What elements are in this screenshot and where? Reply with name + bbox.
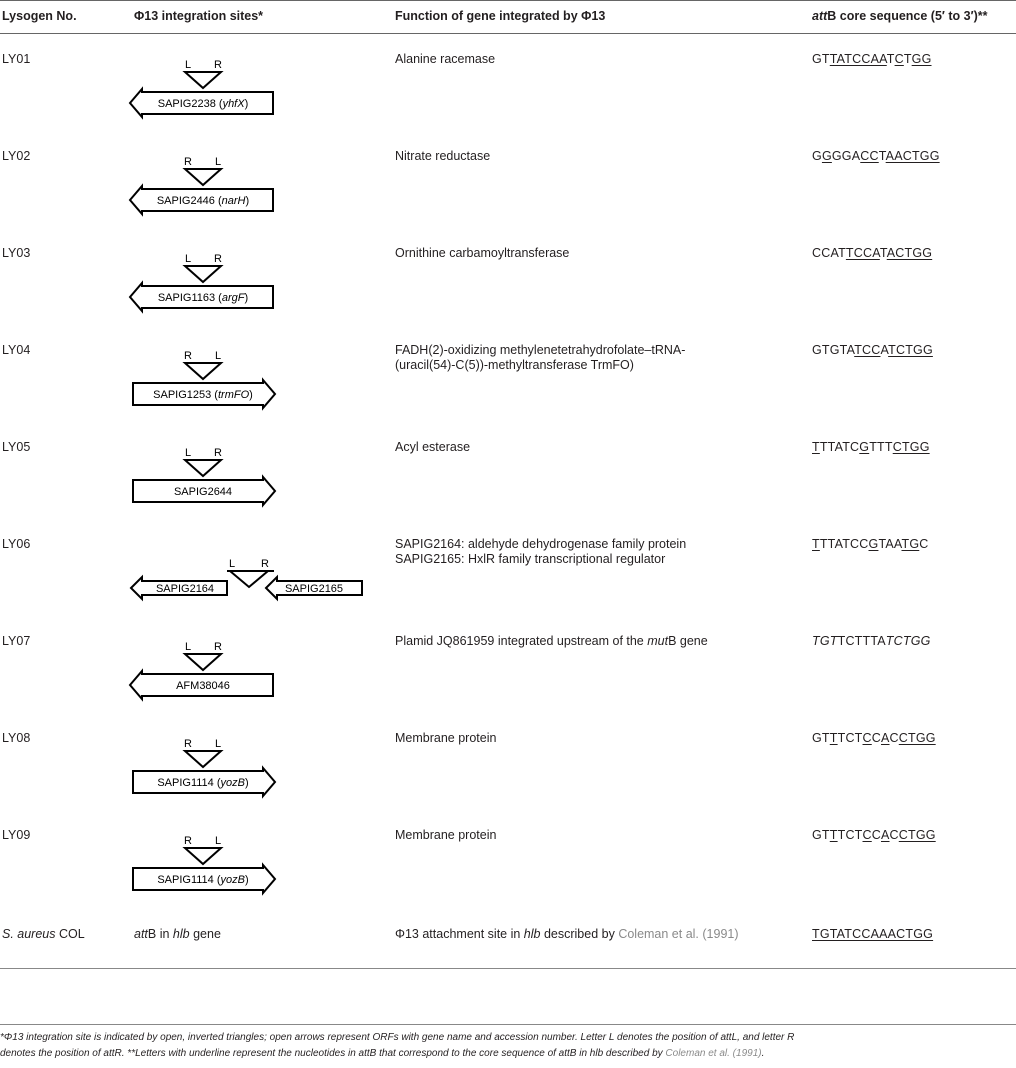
site-label-left: L xyxy=(184,253,192,265)
sequence-underlined-segment: TCC xyxy=(854,343,881,357)
lysogen-id: LY05 xyxy=(2,440,31,454)
gene-name-main: AFM38046 xyxy=(176,680,230,692)
gene-function xyxy=(395,731,496,746)
integration-site-diagram xyxy=(128,350,288,417)
sequence-underlined-segment: C xyxy=(862,828,872,842)
integration-site-text xyxy=(134,927,221,942)
gene-name xyxy=(157,195,249,207)
gene-name xyxy=(153,389,253,401)
integration-triangle xyxy=(185,848,221,864)
footnote-line-1: *Φ13 integration site is indicated by open, inverted triangles; open arrows represent ORFs with gene name and accession number. Letter L denotes the position of attL, and letter R xyxy=(0,1032,795,1043)
lysogen-id: LY09 xyxy=(2,828,31,842)
integration-triangle xyxy=(185,654,221,670)
integration-triangle xyxy=(185,460,221,476)
gene-function-text: Φ13 attachment site in xyxy=(395,927,524,941)
integration-diagram-svg xyxy=(128,738,288,805)
gene-function-line-2: (uracil(54)-C(5))-methyltransferase TrmFO) xyxy=(395,358,634,372)
sequence-underlined-segment: ACTGG xyxy=(886,246,933,260)
integration-diagram-svg xyxy=(128,350,288,417)
sequence-segment: T xyxy=(878,149,886,163)
lysogen-id: LY06 xyxy=(2,537,31,551)
gene-function-line-1: Nitrate reductase xyxy=(395,149,491,163)
sequence-italic-segment: TCTGG xyxy=(885,634,931,648)
sequence-underlined-segment: TG xyxy=(901,537,920,551)
integration-site-diagram xyxy=(128,156,288,223)
sequence-segment: C xyxy=(889,828,899,842)
lysogen-id: LY03 xyxy=(2,246,31,260)
gene-name: SAPIG2164 xyxy=(155,583,215,595)
sequence-underlined-segment: T xyxy=(812,537,820,551)
attb-core-sequence xyxy=(812,927,933,942)
sequence-underlined-segment: T xyxy=(829,828,838,842)
gene-name-main: SAPIG2446 ( xyxy=(156,195,222,207)
footnote-period: . xyxy=(761,1048,765,1059)
integration-triangle xyxy=(185,751,221,767)
attb-core-sequence xyxy=(812,440,930,455)
sequence-segment: C xyxy=(919,537,929,551)
sequence-underlined-segment: CC xyxy=(860,149,879,163)
sequence-underlined-segment: C xyxy=(894,52,904,66)
attb-core-sequence xyxy=(812,246,932,261)
gene-name-end: ) xyxy=(244,292,249,304)
sequence-underlined-segment: C xyxy=(862,731,872,745)
attb-core-sequence xyxy=(812,828,936,843)
gene-function-italic: hlb xyxy=(523,927,541,941)
sequence-underlined-segment: CTGG xyxy=(892,440,930,454)
integration-diagram-svg xyxy=(128,447,288,514)
gene-function xyxy=(395,634,708,649)
gene-name xyxy=(158,292,248,304)
gene-symbol: yozB xyxy=(220,874,245,886)
gene-name-main: SAPIG2644 xyxy=(173,486,233,498)
gene-name-end: ) xyxy=(249,389,253,401)
site-label-left: L xyxy=(184,447,192,459)
sequence-segment: A xyxy=(880,343,889,357)
reference-link[interactable]: Coleman et al. (1991) xyxy=(618,927,739,941)
lysogen-id xyxy=(2,927,85,942)
integration-triangle xyxy=(230,571,268,587)
header-core xyxy=(812,9,988,23)
sequence-segment: T xyxy=(886,52,895,66)
footnote-reference[interactable]: Coleman et al. (1991) xyxy=(665,1048,762,1059)
sequence-segment: TAA xyxy=(878,537,902,551)
integration-diagram-svg xyxy=(128,59,288,126)
attb-core-sequence xyxy=(812,731,936,746)
site-text-end: gene xyxy=(189,927,221,941)
sequence-underlined-segment: GG xyxy=(911,52,932,66)
gene-name-main: SAPIG2238 ( xyxy=(157,98,223,110)
sequence-underlined-segment: T xyxy=(829,731,838,745)
integration-site-diagram xyxy=(128,59,288,126)
site-label-left: R xyxy=(184,156,192,168)
sequence-underlined-segment: A xyxy=(880,828,890,842)
footnote-line-2 xyxy=(0,1046,1010,1062)
sequence-segment: TTATC xyxy=(819,440,860,454)
sequence-segment: GT xyxy=(812,52,830,66)
gene-function-text-end: B gene xyxy=(668,634,708,648)
gene-function-line-1: Acyl esterase xyxy=(395,440,471,454)
sequence-underlined-segment: CTGG xyxy=(898,828,936,842)
site-label-right: L xyxy=(214,350,222,362)
gene-function xyxy=(395,52,495,67)
sequence-underlined-segment: TATCCAA xyxy=(829,52,887,66)
gene-symbol: yozB xyxy=(220,777,245,789)
gene-name xyxy=(157,777,248,789)
table-bottom-rule xyxy=(0,968,1016,969)
integration-triangle xyxy=(185,363,221,379)
sequence-segment: GT xyxy=(812,731,830,745)
sequence-underlined-segment: CTGG xyxy=(898,731,936,745)
gene-function xyxy=(395,246,569,261)
sequence-segment: T xyxy=(879,246,887,260)
attb-core-sequence xyxy=(812,52,932,67)
integration-diagram-svg xyxy=(128,835,288,902)
sequence-underlined-segment: T xyxy=(812,440,820,454)
gene-name xyxy=(157,874,248,886)
lysogen-id: LY04 xyxy=(2,343,31,357)
gene-function-text-mid: described by xyxy=(540,927,619,941)
integration-diagram-svg xyxy=(128,253,288,320)
gene-symbol: narH xyxy=(221,195,246,207)
gene-function-line-1: Membrane protein xyxy=(395,828,497,842)
gene-name-end: ) xyxy=(244,98,249,110)
gene-function-italic: mut xyxy=(647,634,669,648)
sequence-underlined-segment: G xyxy=(868,537,879,551)
gene-function-text: Plamid JQ861959 integrated upstream of the xyxy=(395,634,648,648)
footnote xyxy=(0,1030,1010,1062)
site-text: B in xyxy=(147,927,173,941)
sequence-segment: C xyxy=(871,731,881,745)
sequence-segment: TCT xyxy=(837,828,863,842)
sequence-segment: C xyxy=(871,828,881,842)
integration-site-diagram xyxy=(128,738,288,805)
gene-name xyxy=(176,680,230,692)
integration-diagram-svg xyxy=(128,156,288,223)
sequence-segment: TCTTTA xyxy=(837,634,886,648)
sequence-segment: GTGTA xyxy=(812,343,855,357)
integration-diagram-svg xyxy=(128,551,368,611)
gene-symbol: argF xyxy=(221,292,245,304)
footnote-line-2-text: denotes the position of attR. **Letters with underline represent the nucleotides in attB that correspond to the core sequence of attB in hlb described by xyxy=(0,1048,666,1059)
site-label-left: R xyxy=(184,738,192,750)
site-label-right: R xyxy=(214,253,222,265)
sequence-segment: GT xyxy=(812,828,830,842)
site-label-left: L xyxy=(184,641,192,653)
site-label-right: R xyxy=(214,59,222,71)
gene-function-line-1: FADH(2)-oxidizing methylenetetrahydrofolate–tRNA- xyxy=(395,343,686,357)
gene-name-end: ) xyxy=(245,195,250,207)
site-label-right: R xyxy=(214,447,222,459)
attb-core-sequence xyxy=(812,634,931,649)
sequence-segment: T xyxy=(903,52,912,66)
integration-site-diagram xyxy=(128,641,288,708)
site-label-right: L xyxy=(214,738,222,750)
header-function: Function of gene integrated by Φ13 xyxy=(395,9,606,23)
site-italic: att xyxy=(134,927,148,941)
lysogen-id: LY02 xyxy=(2,149,31,163)
sequence-segment: C xyxy=(889,731,899,745)
gene-function-line-2: SAPIG2165: HxlR family transcriptional regulator xyxy=(395,552,666,566)
header-core-italic: att xyxy=(812,9,828,23)
attb-core-sequence xyxy=(812,149,940,164)
lysogen-id: LY01 xyxy=(2,52,31,66)
sequence-underlined-segment: AACTGG xyxy=(885,149,940,163)
integration-site-diagram xyxy=(128,551,368,611)
site-label-left: R xyxy=(184,835,192,847)
gene-function xyxy=(395,343,685,373)
gene-function xyxy=(395,440,470,455)
sequence-segment: CCAT xyxy=(812,246,846,260)
site-label-right: L xyxy=(214,835,222,847)
sequence-underlined-segment: A xyxy=(880,731,890,745)
sequence-underlined-segment: G xyxy=(821,149,832,163)
integration-diagram-svg xyxy=(128,641,288,708)
species-name: S. aureus xyxy=(2,927,56,941)
gene-symbol: trmFO xyxy=(217,389,250,401)
attb-core-sequence xyxy=(812,537,929,552)
integration-triangle xyxy=(185,266,221,282)
gene-function xyxy=(395,537,686,567)
table-header xyxy=(0,0,1016,34)
gene-name-main: SAPIG1114 ( xyxy=(157,874,221,886)
gene-symbol: yhfX xyxy=(222,98,245,110)
sequence-segment: TTT xyxy=(869,440,893,454)
sequence-segment: TTATCC xyxy=(819,537,869,551)
attb-core-sequence xyxy=(812,343,933,358)
integration-triangle xyxy=(185,169,221,185)
header-core-rest: B core sequence (5′ to 3′)** xyxy=(827,9,988,23)
strain-name: COL xyxy=(55,927,85,941)
sequence-segment: TCT xyxy=(837,731,863,745)
gene-name: SAPIG2165 xyxy=(284,583,344,595)
gene-function xyxy=(395,828,496,843)
site-label-left: R xyxy=(184,350,192,362)
site-label-right: L xyxy=(214,156,222,168)
sequence-underlined-segment: TCCA xyxy=(845,246,880,260)
gene-function-line-1: Membrane protein xyxy=(395,731,497,745)
footnote-rule xyxy=(0,1024,1016,1025)
lysogen-id: LY08 xyxy=(2,731,31,745)
site-label-left: L xyxy=(228,558,236,570)
sequence-segment: G xyxy=(812,149,822,163)
gene-name-end: ) xyxy=(244,874,249,886)
sequence-segment: GGA xyxy=(831,149,861,163)
integration-site-diagram xyxy=(128,253,288,320)
integration-triangle xyxy=(185,72,221,88)
integration-site-diagram xyxy=(128,835,288,902)
site-label-left: L xyxy=(184,59,192,71)
sequence-underlined-segment: TCTGG xyxy=(888,343,933,357)
gene-name xyxy=(158,98,249,110)
gene-function xyxy=(395,149,490,164)
gene-function-line-1: SAPIG2164: aldehyde dehydrogenase family protein xyxy=(395,537,687,551)
gene-function-line-1: Ornithine carbamoyltransferase xyxy=(395,246,570,260)
gene-function-line-1: Alanine racemase xyxy=(395,52,496,66)
gene-function xyxy=(395,927,739,942)
site-label-right: R xyxy=(261,558,269,570)
header-sites: Φ13 integration sites* xyxy=(134,9,264,23)
gene-name xyxy=(174,486,232,498)
gene-name-main: SAPIG1114 ( xyxy=(157,777,221,789)
sequence-italic-segment: TGT xyxy=(812,634,838,648)
site-gene: hlb xyxy=(172,927,190,941)
site-label-right: R xyxy=(214,641,222,653)
sequence-underlined-segment: TGTATCCAAACTGG xyxy=(812,927,934,941)
integration-site-diagram xyxy=(128,447,288,514)
sequence-underlined-segment: G xyxy=(859,440,870,454)
gene-name-main: SAPIG1163 ( xyxy=(157,292,222,304)
gene-name-main: SAPIG1253 ( xyxy=(153,389,218,401)
lysogen-id: LY07 xyxy=(2,634,31,648)
header-lysogen: Lysogen No. xyxy=(2,9,77,23)
gene-name-end: ) xyxy=(244,777,249,789)
